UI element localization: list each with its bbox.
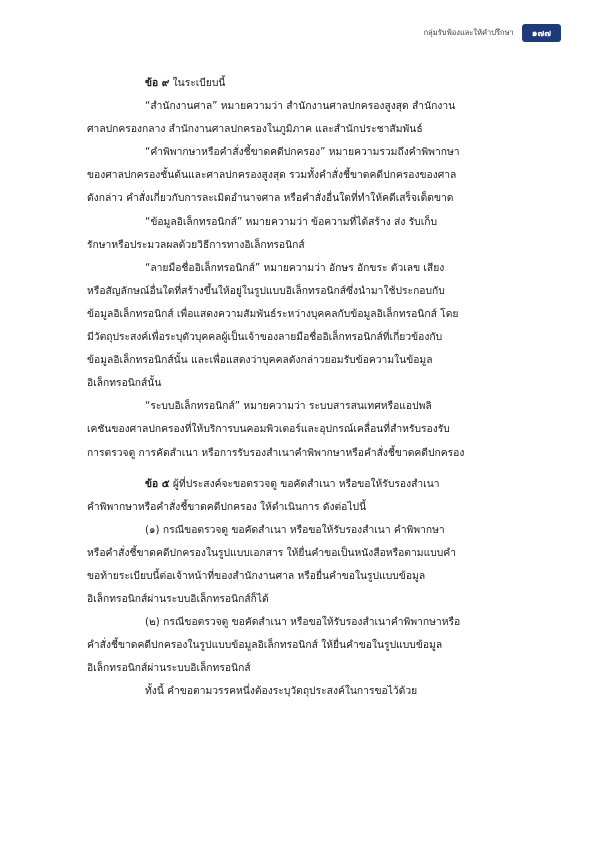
definition-court-office-line1: “สำนักงานศาล” หมายความว่า สำนักงานศาลปกครองสูงสุด สำนักงาน [145,100,456,113]
section-5-heading: ข้อ ๕ [145,477,170,490]
definition-judgment-line1: “คำพิพากษาหรือคำสั่งชี้ขาดคดีปกครอง” หมายความรวมถึงคำพิพากษา [145,146,460,159]
clause-1-line2: หรือคำสั่งชี้ขาดคดีปกครองในรูปแบบเอกสาร ให้ยื่นคำขอเป็นหนังสือหรือตามแบบคำ [87,546,456,559]
definition-e-signature-line3: ข้อมูลอิเล็กทรอนิกส์ เพื่อแสดงความสัมพันธ์ระหว่างบุคคลกับข้อมูลอิเล็กทรอนิกส์ โดย [87,307,459,320]
section-9-intro: ในระเบียบนี้ [172,77,226,89]
section-9-heading: ข้อ ๙ [145,77,170,89]
header-title: กลุ่มรับฟ้องและให้คำปรึกษา [423,28,514,37]
document-body [87,72,543,704]
clause-1-line4: อิเล็กทรอนิกส์ผ่านระบบอิเล็กทรอนิกส์ก็ได้ [87,593,269,606]
definition-e-system-line2: เคชันของศาลปกครองที่ให้บริการบนคอมพิวเตอร์และอุปกรณ์เคลื่อนที่สำหรับรองรับ [87,423,450,436]
definition-e-signature-line1: “ลายมือชื่ออิเล็กทรอนิกส์” หมายความว่า อักษร อักขระ ตัวเลข เสียง [145,261,445,274]
section-5-line1: คำพิพากษาหรือคำสั่งชี้ขาดคดีปกครอง ให้ดำเนินการ ดังต่อไปนี้ [87,500,367,513]
definition-e-signature-line5: ข้อมูลอิเล็กทรอนิกส์นั้น และเพื่อแสดงว่าบุคคลดังกล่าวยอมรับข้อความในข้อมูล [87,354,433,367]
definition-e-system-line1: “ระบบอิเล็กทรอนิกส์” หมายความว่า ระบบสารสนเทศหรือแอปพลิ [145,400,432,413]
definition-e-data-line1: “ข้อมูลอิเล็กทรอนิกส์” หมายความว่า ข้อความที่ได้สร้าง ส่ง รับเก็บ [145,215,437,228]
clause-2-line1: (๒) กรณีขอตรวจดู ขอคัดสำเนา หรือขอให้รับรองสำเนาคำพิพากษาหรือ [145,616,461,629]
clause-2-line2: คำสั่งชี้ขาดคดีปกครองในรูปแบบข้อมูลอิเล็กทรอนิกส์ ให้ยื่นคำขอในรูปแบบข้อมูล [87,639,443,652]
definition-court-office-line2: ศาลปกครองกลาง สำนักงานศาลปกครองในภูมิภาค และสำนักประชาสัมพันธ์ [87,123,423,136]
definition-e-signature-line2: หรือสัญลักษณ์อื่นใดที่สร้างขึ้นให้อยู่ในรูปแบบอิเล็กทรอนิกส์ซึ่งนำมาใช้ประกอบกับ [87,284,445,297]
clause-1-line3: ขอท้ายระเบียบนี้ต่อเจ้าหน้าที่ของสำนักงานศาล หรือยื่นคำขอในรูปแบบข้อมูล [87,569,426,582]
page-number-badge: ๑๗๗ [522,24,561,42]
clause-1-line1: (๑) กรณีขอตรวจดู ขอคัดสำเนา หรือขอให้รับรองสำเนา คำพิพากษา [145,523,445,536]
clause-2-line3: อิเล็กทรอนิกส์ผ่านระบบอิเล็กทรอนิกส์ [87,662,251,675]
definition-e-signature-line4: มีวัตถุประสงค์เพื่อระบุตัวบุคคลผู้เป็นเจ้าของลายมือชื่ออิเล็กทรอนิกส์ที่เกี่ยวข้องกับ [87,331,443,344]
definition-e-signature-line6: อิเล็กทรอนิกส์นั้น [87,377,162,390]
definition-e-system-line3: การตรวจดู การคัดสำเนา หรือการรับรองสำเนาคำพิพากษาหรือคำสั่งชี้ขาดคดีปกครอง [87,446,465,459]
page-header [424,24,561,42]
closing-note: ทั้งนี้ คำขอตามวรรคหนึ่งต้องระบุวัตถุประสงค์ในการขอไว้ด้วย [145,685,418,698]
definition-e-data-line2: รักษาหรือประมวลผลด้วยวิธีการทางอิเล็กทรอนิกส์ [87,238,305,251]
definition-judgment-line3: ดังกล่าว คำสั่งเกี่ยวกับการละเมิดอำนาจศาล หรือคำสั่งอื่นใดที่ทำให้คดีเสร็จเด็ดขาด [87,192,454,205]
definition-judgment-line2: ของศาลปกครองชั้นต้นและศาลปกครองสูงสุด รวมทั้งคำสั่งชี้ขาดคดีปกครองของศาล [87,169,457,182]
section-5-intro: ผู้ที่ประสงค์จะขอตรวจดู ขอคัดสำเนา หรือขอให้รับรองสำเนา [172,477,440,490]
section-9-heading-line [87,72,543,95]
section-5-heading-line [87,473,543,496]
